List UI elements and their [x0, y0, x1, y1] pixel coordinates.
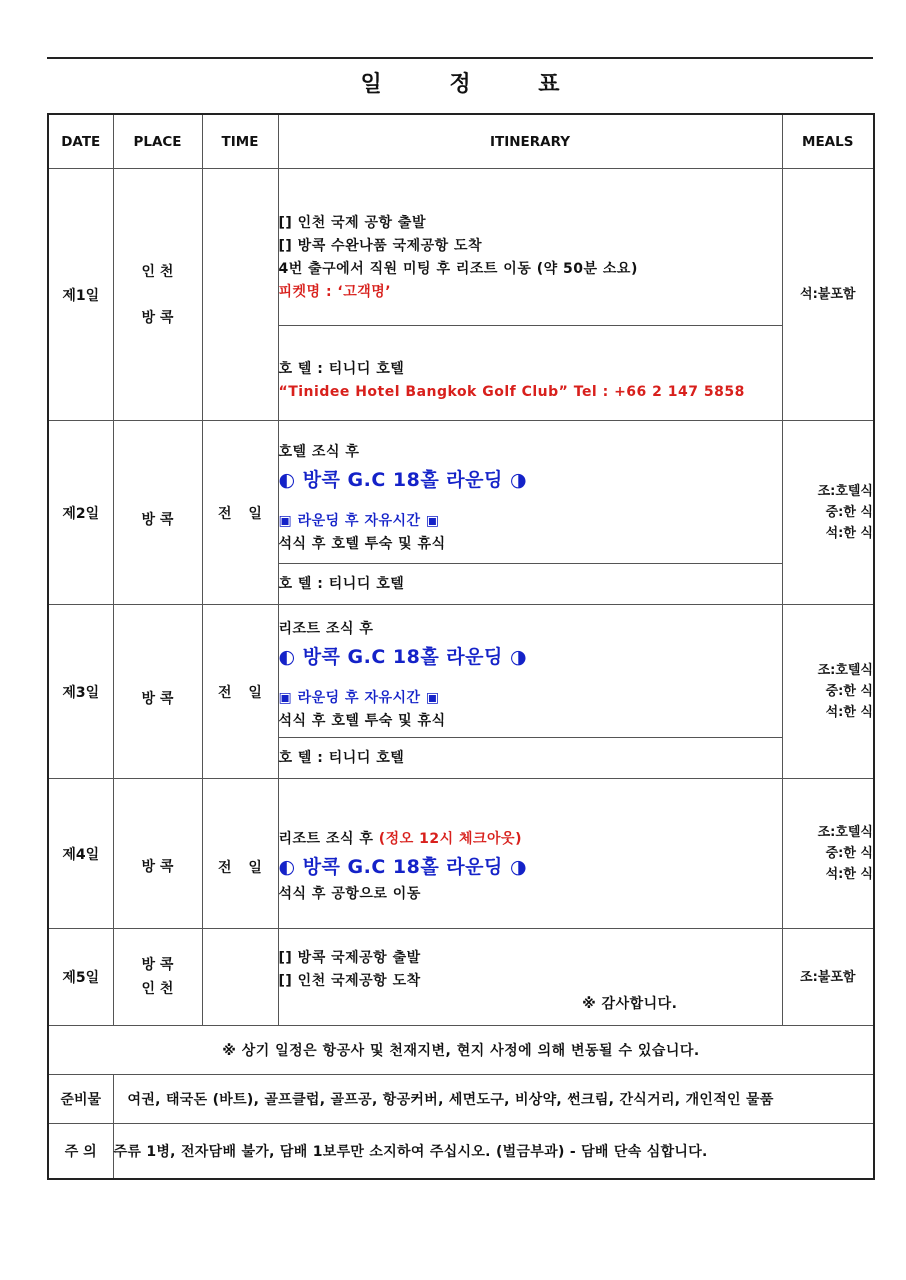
day2-meal-dinner: 석:한 식 [825, 526, 873, 541]
day1-hotel-detail: “Tinidee Hotel Bangkok Golf Club” Tel : +66 2 147 5858 [278, 384, 745, 400]
day5-itinerary [278, 929, 782, 1026]
prep-text: 여권, 태국돈 (바트), 골프클럽, 골프공, 항공커버, 세면도구, 비상약, 썬크림, 간식거리, 개인적인 물품 [113, 1075, 874, 1124]
day5-label: 제5일 [48, 929, 113, 1026]
day3-row [48, 605, 874, 738]
day3-line-1: 리조트 조식 후 [278, 621, 374, 637]
day4-breakfast: 리조트 조식 후 [278, 830, 374, 847]
caution-text: 주류 1병, 전자담배 불가, 담배 1보루만 소지하여 주십시오. (벌금부과) - 담배 단속 심합니다. [113, 1124, 874, 1180]
itinerary-table [47, 113, 875, 1180]
header-itinerary: ITINERARY [278, 114, 782, 169]
day1-time [202, 169, 278, 421]
day5-place-2: 인 천 [141, 981, 174, 997]
day2-line-1: 호텔 조식 후 [278, 443, 360, 460]
page-title: 일 정 표 [360, 72, 590, 97]
day2-hotel [278, 564, 782, 605]
day1-label: 제1일 [48, 169, 113, 421]
day4-meals [782, 779, 874, 929]
day3-meal-lunch: 중:한 식 [825, 684, 873, 699]
schedule-notice: ※ 상기 일정은 항공사 및 천재지변, 현지 사정에 의해 변동될 수 있습니다. [48, 1026, 874, 1075]
caution-label: 주 의 [48, 1124, 113, 1180]
day3-label: 제3일 [48, 605, 113, 779]
day1-line-2: [] 방콕 수완나품 국제공항 도착 [278, 238, 483, 254]
header-place: PLACE [113, 114, 202, 169]
day3-hotel [278, 738, 782, 779]
top-rule [47, 57, 873, 59]
day4-time: 전 일 [202, 779, 278, 929]
day2-meals [782, 421, 874, 605]
day5-time [202, 929, 278, 1026]
day3-free-time: ▣ 라운딩 후 자유시간 ▣ [278, 690, 440, 706]
day3-time: 전 일 [202, 605, 278, 779]
day2-label: 제2일 [48, 421, 113, 605]
day2-free-time: ▣ 라운딩 후 자유시간 ▣ [278, 512, 440, 529]
notice-row [48, 1026, 874, 1075]
day2-hotel-name: 호 텔 : 티니디 호텔 [278, 575, 405, 592]
header-time: TIME [202, 114, 278, 169]
day5-line-1: [] 방콕 국제공항 출발 [278, 950, 421, 966]
day4-meal-dinner: 석:한 식 [825, 867, 873, 882]
day3-meal-dinner: 석:한 식 [825, 705, 873, 720]
day4-meal-breakfast: 조:호텔식 [817, 825, 873, 840]
day5-line-2: [] 인천 국제공항 도착 [278, 973, 421, 989]
day2-meal-lunch: 중:한 식 [825, 505, 873, 520]
day4-row [48, 779, 874, 929]
day2-line-2: 석식 후 호텔 투숙 및 휴식 [278, 535, 446, 552]
prep-row [48, 1075, 874, 1124]
caution-row [48, 1124, 874, 1180]
day3-meal-breakfast: 조:호텔식 [817, 663, 873, 678]
day1-itinerary [278, 169, 782, 326]
day3-golf: ◐ 방콕 G.C 18홀 라운딩 ◑ [278, 646, 528, 668]
day2-row [48, 421, 874, 564]
day5-place-1: 방 콕 [141, 957, 174, 973]
day1-hotel [278, 326, 782, 421]
day4-checkout: (정오 12시 체크아웃) [378, 830, 522, 847]
prep-label: 준비물 [48, 1075, 113, 1124]
day1-place-2: 방 콕 [141, 309, 174, 326]
day4-itinerary [278, 779, 782, 929]
day2-time: 전 일 [202, 421, 278, 605]
day3-line-2: 석식 후 호텔 투숙 및 휴식 [278, 713, 446, 729]
day4-label: 제4일 [48, 779, 113, 929]
day1-place [113, 169, 202, 421]
day1-picket: 피켓명 : ‘고객명’ [278, 284, 392, 300]
day4-meal-lunch: 중:한 식 [825, 846, 873, 861]
day1-hotel-name: 호 텔 : 티니디 호텔 [278, 361, 405, 377]
day4-golf: ◐ 방콕 G.C 18홀 라운딩 ◑ [278, 855, 528, 878]
day2-golf: ◐ 방콕 G.C 18홀 라운딩 ◑ [278, 468, 528, 491]
day3-meals [782, 605, 874, 779]
day1-place-1: 인 천 [141, 263, 174, 280]
header-row [48, 114, 874, 169]
day4-line-1 [279, 828, 782, 851]
header-meals: MEALS [782, 114, 874, 169]
day2-meal-breakfast: 조:호텔식 [817, 484, 873, 499]
day3-itinerary [278, 605, 782, 738]
day1-row [48, 169, 874, 326]
day4-line-2: 석식 후 공항으로 이동 [278, 885, 421, 902]
day1-line-3: 4번 출구에서 직원 미팅 후 리조트 이동 (약 50분 소요) [278, 261, 638, 277]
day5-place [113, 929, 202, 1026]
day5-row [48, 929, 874, 1026]
day3-hotel-name: 호 텔 : 티니디 호텔 [278, 749, 405, 766]
day5-thanks: ※ 감사합니다. [582, 996, 678, 1012]
day1-meals: 석:불포함 [782, 169, 874, 421]
header-date: DATE [48, 114, 113, 169]
day2-place: 방 콕 [113, 421, 202, 605]
day4-place: 방 콕 [113, 779, 202, 929]
day3-place: 방 콕 [113, 605, 202, 779]
day5-meals: 조:불포함 [782, 929, 874, 1026]
day1-line-1: [] 인천 국제 공항 출발 [278, 215, 426, 231]
day2-itinerary [278, 421, 782, 564]
